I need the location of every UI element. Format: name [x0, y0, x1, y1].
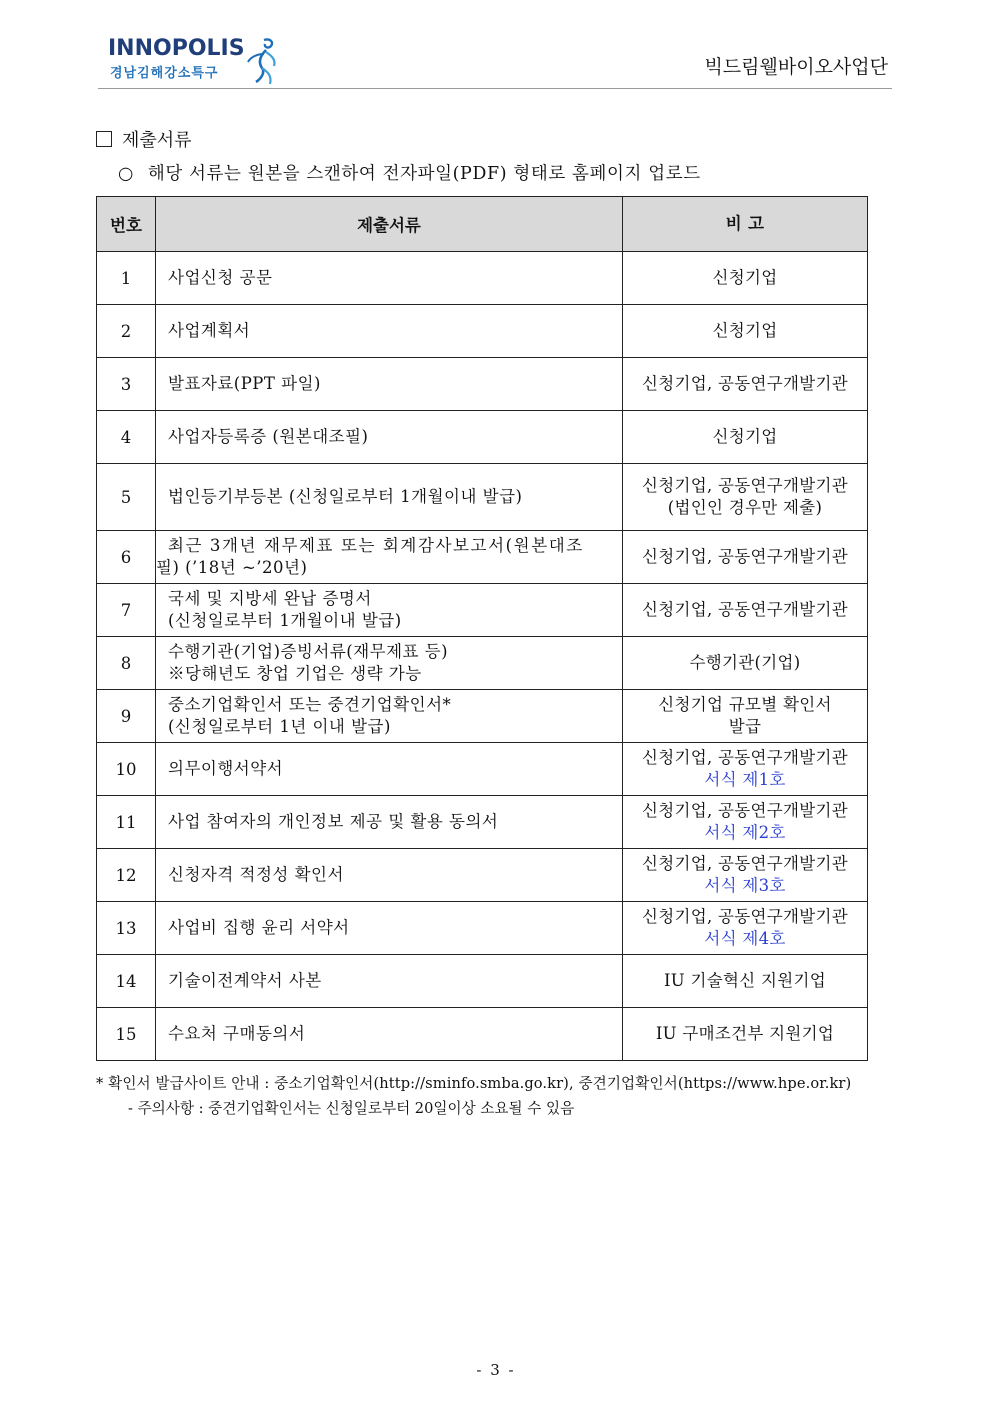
form-reference: 서식 제3호 [704, 876, 786, 895]
document-name [156, 690, 623, 743]
row-number: 6 [97, 531, 156, 584]
table-header-row [97, 197, 868, 252]
row-number: 2 [97, 305, 156, 358]
table-row [97, 464, 868, 531]
document-name [156, 464, 623, 531]
instruction-line [118, 160, 701, 185]
table-row [97, 902, 868, 955]
row-number: 14 [97, 955, 156, 1008]
remark-cell [623, 411, 868, 464]
row-number: 15 [97, 1008, 156, 1061]
remark-cell [623, 358, 868, 411]
remark-cell [623, 464, 868, 531]
logo-sub-text: 경남김해강소특구 [110, 66, 219, 81]
document-line: 중소기업확인서 또는 중견기업확인서* [168, 695, 452, 714]
table-row [97, 690, 868, 743]
table-row [97, 252, 868, 305]
table-row [97, 411, 868, 464]
row-number: 11 [97, 796, 156, 849]
remark-cell [623, 796, 868, 849]
document-line: 사업 참여자의 개인정보 제공 및 활용 동의서 [168, 812, 499, 831]
remark-line: 신청기업, 공동연구개발기관 [642, 748, 848, 767]
remark-cell [623, 902, 868, 955]
row-number: 5 [97, 464, 156, 531]
table-row [97, 1008, 868, 1061]
document-name [156, 305, 623, 358]
document-table [96, 196, 868, 1061]
document-line: 최근 3개년 재무제표 또는 회계감사보고서(원본대조 [168, 536, 584, 555]
remark-line: 신청기업, 공동연구개발기관 [642, 374, 848, 393]
remark-cell [623, 531, 868, 584]
footnote-sites: * 확인서 발급사이트 안내 : 중소기업확인서(http://sminfo.smba.go.kr), 중견기업확인서(https://www.hpe.or.kr) [96, 1075, 852, 1092]
form-reference: 서식 제1호 [704, 770, 786, 789]
table-row [97, 955, 868, 1008]
document-name [156, 796, 623, 849]
innopolis-logo [108, 34, 278, 84]
row-number: 10 [97, 743, 156, 796]
remark-line: 신청기업, 공동연구개발기관 [642, 854, 848, 873]
footnote-caution: - 주의사항 : 중견기업확인서는 신청일로부터 20일이상 소요될 수 있음 [128, 1100, 575, 1117]
logo-main-text: INNOPOLIS [108, 36, 245, 61]
remark-line: 신청기업, 공동연구개발기관 [642, 547, 848, 566]
document-line: 신청자격 적정성 확인서 [168, 865, 344, 884]
table-row [97, 584, 868, 637]
header-remarks: 비 고 [623, 197, 868, 252]
document-line: 사업자등록증 (원본대조필) [168, 427, 369, 446]
document-line: 의무이행서약서 [168, 759, 284, 778]
table-row [97, 849, 868, 902]
remark-line: 신청기업, 공동연구개발기관 [642, 907, 848, 926]
form-reference: 서식 제4호 [704, 929, 786, 948]
organization-name: 빅드림웰바이오사업단 [704, 56, 888, 78]
row-number: 7 [97, 584, 156, 637]
document-line: (신청일로부터 1개월이내 발급) [168, 611, 402, 630]
document-line: 사업계획서 [168, 321, 251, 340]
instruction-text: 해당 서류는 원본을 스캔하여 전자파일(PDF) 형태로 홈페이지 업로드 [147, 164, 701, 184]
remark-line: IU 구매조건부 지원기업 [655, 1024, 835, 1043]
document-name [156, 1008, 623, 1061]
remark-line: IU 기술혁신 지원기업 [663, 971, 827, 990]
remark-line: 신청기업 [712, 268, 778, 287]
document-line: ※당해년도 창업 기업은 생략 가능 [168, 664, 422, 683]
remark-line: 신청기업, 공동연구개발기관 [642, 801, 848, 820]
table-row [97, 358, 868, 411]
remark-cell [623, 252, 868, 305]
row-number: 13 [97, 902, 156, 955]
remark-line: 신청기업, 공동연구개발기관 [642, 600, 848, 619]
document-line: (신청일로부터 1년 이내 발급) [168, 717, 391, 736]
remark-line: 신청기업, 공동연구개발기관 [642, 476, 848, 495]
table-row [97, 796, 868, 849]
table-row [97, 637, 868, 690]
header-documents: 제출서류 [156, 197, 623, 252]
document-line: 사업비 집행 윤리 서약서 [168, 918, 350, 937]
document-name [156, 358, 623, 411]
document-line: 국세 및 지방세 완납 증명서 [168, 589, 372, 608]
document-name [156, 584, 623, 637]
document-name [156, 743, 623, 796]
form-reference: 서식 제2호 [704, 823, 786, 842]
remark-cell [623, 1008, 868, 1061]
remark-line: 수행기관(기업) [689, 653, 801, 672]
row-number: 12 [97, 849, 156, 902]
document-line: 수요처 구매동의서 [168, 1024, 306, 1043]
remark-line: 신청기업 [712, 321, 778, 340]
section-title [96, 126, 192, 152]
remark-cell [623, 743, 868, 796]
page-number: - 3 - [476, 1361, 516, 1379]
remark-line: 발급 [728, 717, 762, 736]
document-name [156, 955, 623, 1008]
document-name [156, 531, 623, 584]
remark-cell [623, 584, 868, 637]
row-number: 3 [97, 358, 156, 411]
table-row [97, 531, 868, 584]
remark-line: (법인인 경우만 제출) [667, 498, 823, 517]
document-line: 발표자료(PPT 파일) [168, 374, 321, 393]
remark-line: 신청기업 규모별 확인서 [658, 695, 832, 714]
document-line: 기술이전계약서 사본 [168, 971, 322, 990]
table-row [97, 305, 868, 358]
circle-bullet-icon: ○ [118, 164, 134, 184]
remark-cell [623, 305, 868, 358]
row-number: 1 [97, 252, 156, 305]
document-line: 필) (’18년 ~’20년) [156, 558, 308, 577]
document-line: 수행기관(기업)증빙서류(재무제표 등) [168, 642, 449, 661]
document-name [156, 849, 623, 902]
row-number: 8 [97, 637, 156, 690]
remark-cell [623, 690, 868, 743]
row-number: 4 [97, 411, 156, 464]
square-bullet-icon [96, 131, 112, 147]
runner-figure-icon [244, 36, 280, 86]
section-title-text: 제출서류 [122, 130, 192, 151]
header-number: 번호 [97, 197, 156, 252]
remark-cell [623, 849, 868, 902]
document-name [156, 252, 623, 305]
remark-line: 신청기업 [712, 427, 778, 446]
document-name [156, 902, 623, 955]
document-name [156, 637, 623, 690]
document-line: 사업신청 공문 [168, 268, 273, 287]
row-number: 9 [97, 690, 156, 743]
remark-cell [623, 637, 868, 690]
document-name [156, 411, 623, 464]
page-header [98, 28, 892, 89]
document-line: 법인등기부등본 (신청일로부터 1개월이내 발급) [168, 487, 523, 506]
table-row [97, 743, 868, 796]
remark-cell [623, 955, 868, 1008]
